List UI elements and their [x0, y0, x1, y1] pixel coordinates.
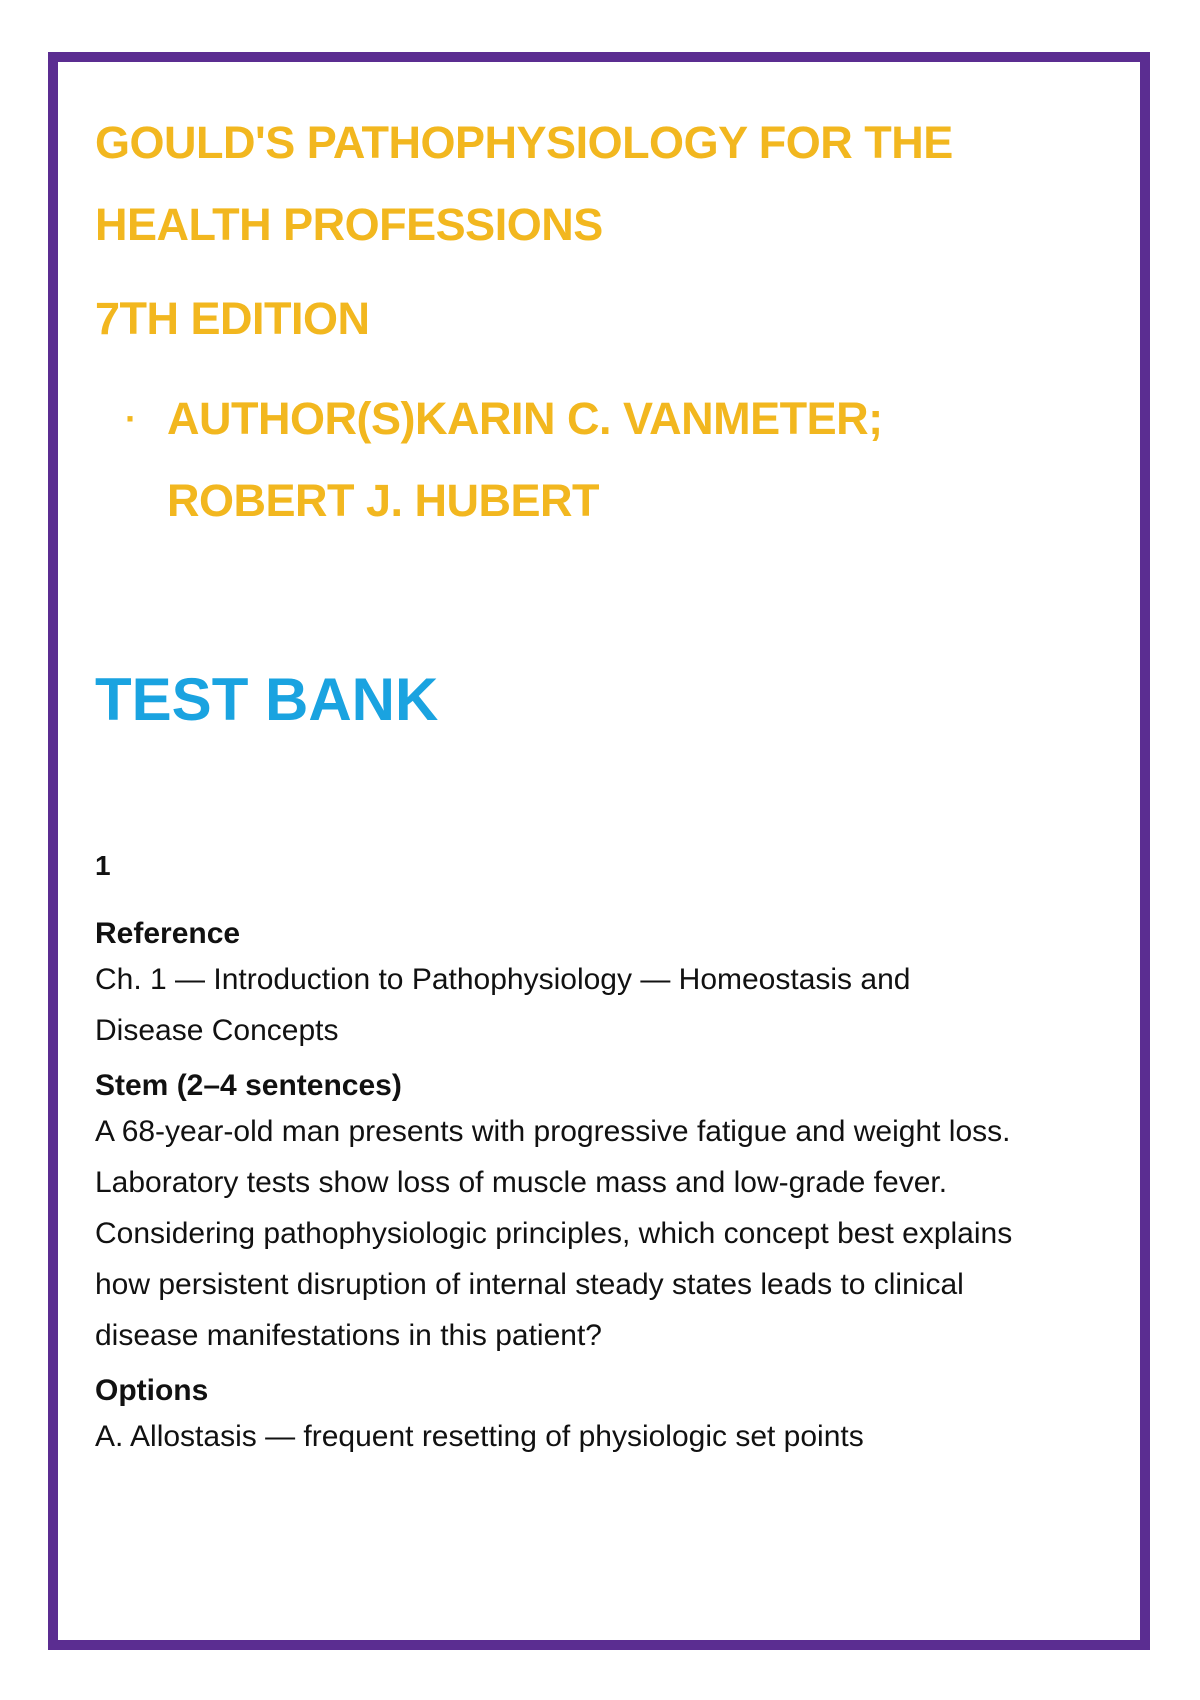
section-heading: TEST BANK	[95, 666, 439, 733]
authors: AUTHOR(S)KARIN C. VANMETER; ROBERT J. HUBERT	[167, 393, 883, 526]
stem-text: A 68-year-old man presents with progressive fatigue and weight loss. Laboratory tests show loss of muscle mass and low-grade fever. Considering pathophysiologic principles, which concept best explains how persistent disruption of internal steady states leads to clinical disease manifestations in this patient?	[95, 1115, 1013, 1352]
stem-label: Stem (2–4 sentences)	[95, 1069, 402, 1102]
question-number: 1	[95, 850, 111, 881]
book-title-line-2: HEALTH PROFESSIONS	[95, 199, 603, 250]
options-label: Options	[95, 1374, 209, 1407]
author-list-item	[125, 378, 1055, 542]
bullet-icon: ·	[125, 398, 137, 439]
reference-text: Ch. 1 — Introduction to Pathophysiology — Homeostasis and Disease Concepts	[95, 963, 911, 1047]
reference-label: Reference	[95, 917, 241, 950]
page-content	[95, 102, 1055, 1462]
book-title-line-1: GOULD'S PATHOPHYSIOLOGY FOR THE	[95, 117, 953, 168]
book-edition: 7TH EDITION	[95, 293, 370, 344]
option-a: A. Allostasis — frequent resetting of physiologic set points	[95, 1420, 864, 1453]
